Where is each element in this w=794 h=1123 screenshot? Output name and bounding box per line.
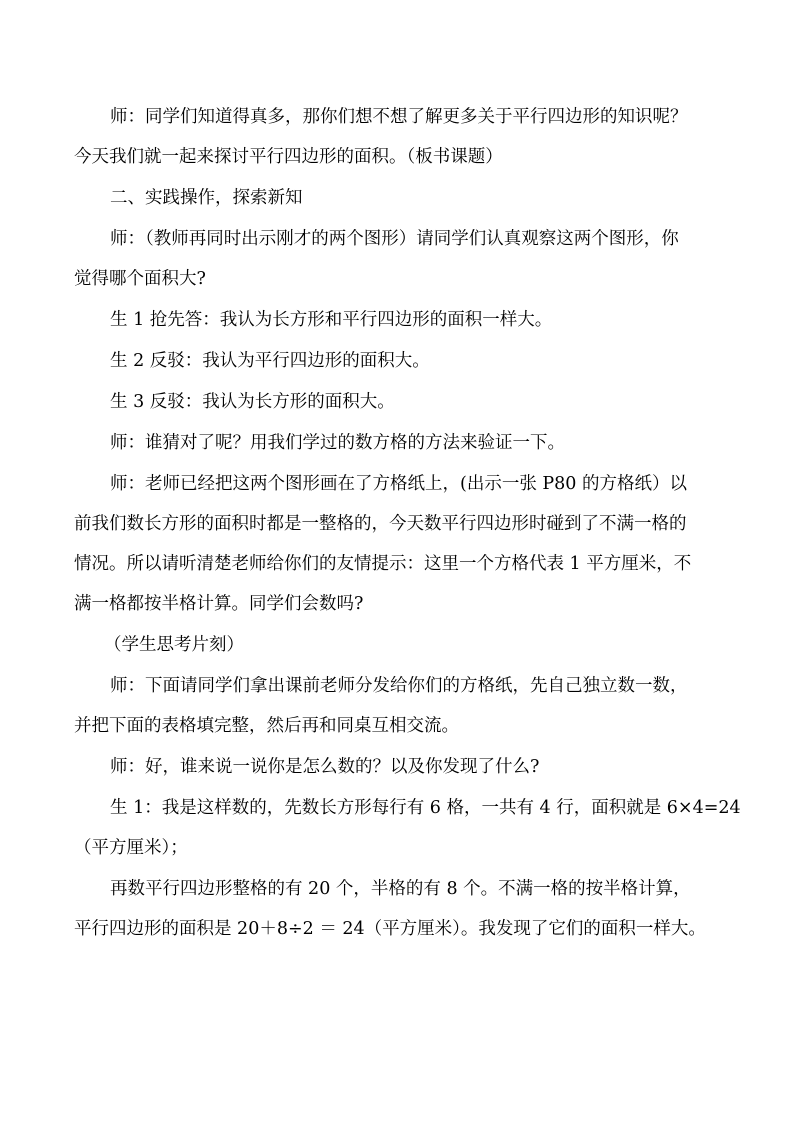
text-line: 再数平行四边形整格的有 20 个，半格的有 8 个。不满一格的按半格计算， [110, 879, 691, 899]
document-page [74, 96, 741, 940]
text-line: 师：老师已经把这两个图形画在了方格纸上，(出示一张 P80 的方格纸）以 [110, 474, 687, 494]
text-line: 觉得哪个面积大? [74, 269, 206, 289]
text-line: 并把下面的表格填完整，然后再和同桌互相交流。 [74, 716, 459, 736]
text-line: 平行四边形的面积是 20＋8÷2 ＝ 24（平方厘米）。我发现了它们的面积一样大。 [74, 919, 706, 939]
text-line: 师：好，谁来说一说你是怎么数的？以及你发现了什么? [110, 757, 540, 777]
text-line: 满一格都按半格计算。同学们会数吗? [74, 594, 364, 614]
text-line: 师：谁猜对了呢？用我们学过的数方格的方法来验证一下。 [110, 433, 565, 453]
section-heading: 二、实践操作，探索新知 [110, 188, 303, 208]
text-line: 师：下面请同学们拿出课前老师分发给你们的方格纸，先自己独立数一数， [110, 676, 688, 696]
text-line: 师：（教师再同时出示刚才的两个图形）请同学们认真观察这两个图形，你 [110, 229, 679, 249]
text-line: 生 2 反驳：我认为平行四边形的面积大。 [110, 351, 430, 371]
text-line: 情况。所以请听清楚老师给你们的友情提示：这里一个方格代表 1 平方厘米，不 [74, 554, 692, 574]
text-line: 生 1：我是这样数的，先数长方形每行有 6 格，一共有 4 行，面积就是 6×4=24 [110, 798, 741, 818]
text-line: （平方厘米）； [74, 838, 188, 858]
text-line: 生 3 反驳：我认为长方形的面积大。 [110, 392, 395, 412]
text-line: 今天我们就一起来探讨平行四边形的面积。（板书课题） [74, 147, 503, 167]
text-line: 师：同学们知道得真多，那你们想不想了解更多关于平行四边形的知识呢？ [110, 107, 688, 127]
text-line: （学生思考片刻） [104, 635, 244, 655]
text-line: 前我们数长方形的面积时都是一整格的，今天数平行四边形时碰到了不满一格的 [74, 514, 687, 534]
text-line: 生 1 抢先答：我认为长方形和平行四边形的面积一样大。 [110, 310, 553, 330]
